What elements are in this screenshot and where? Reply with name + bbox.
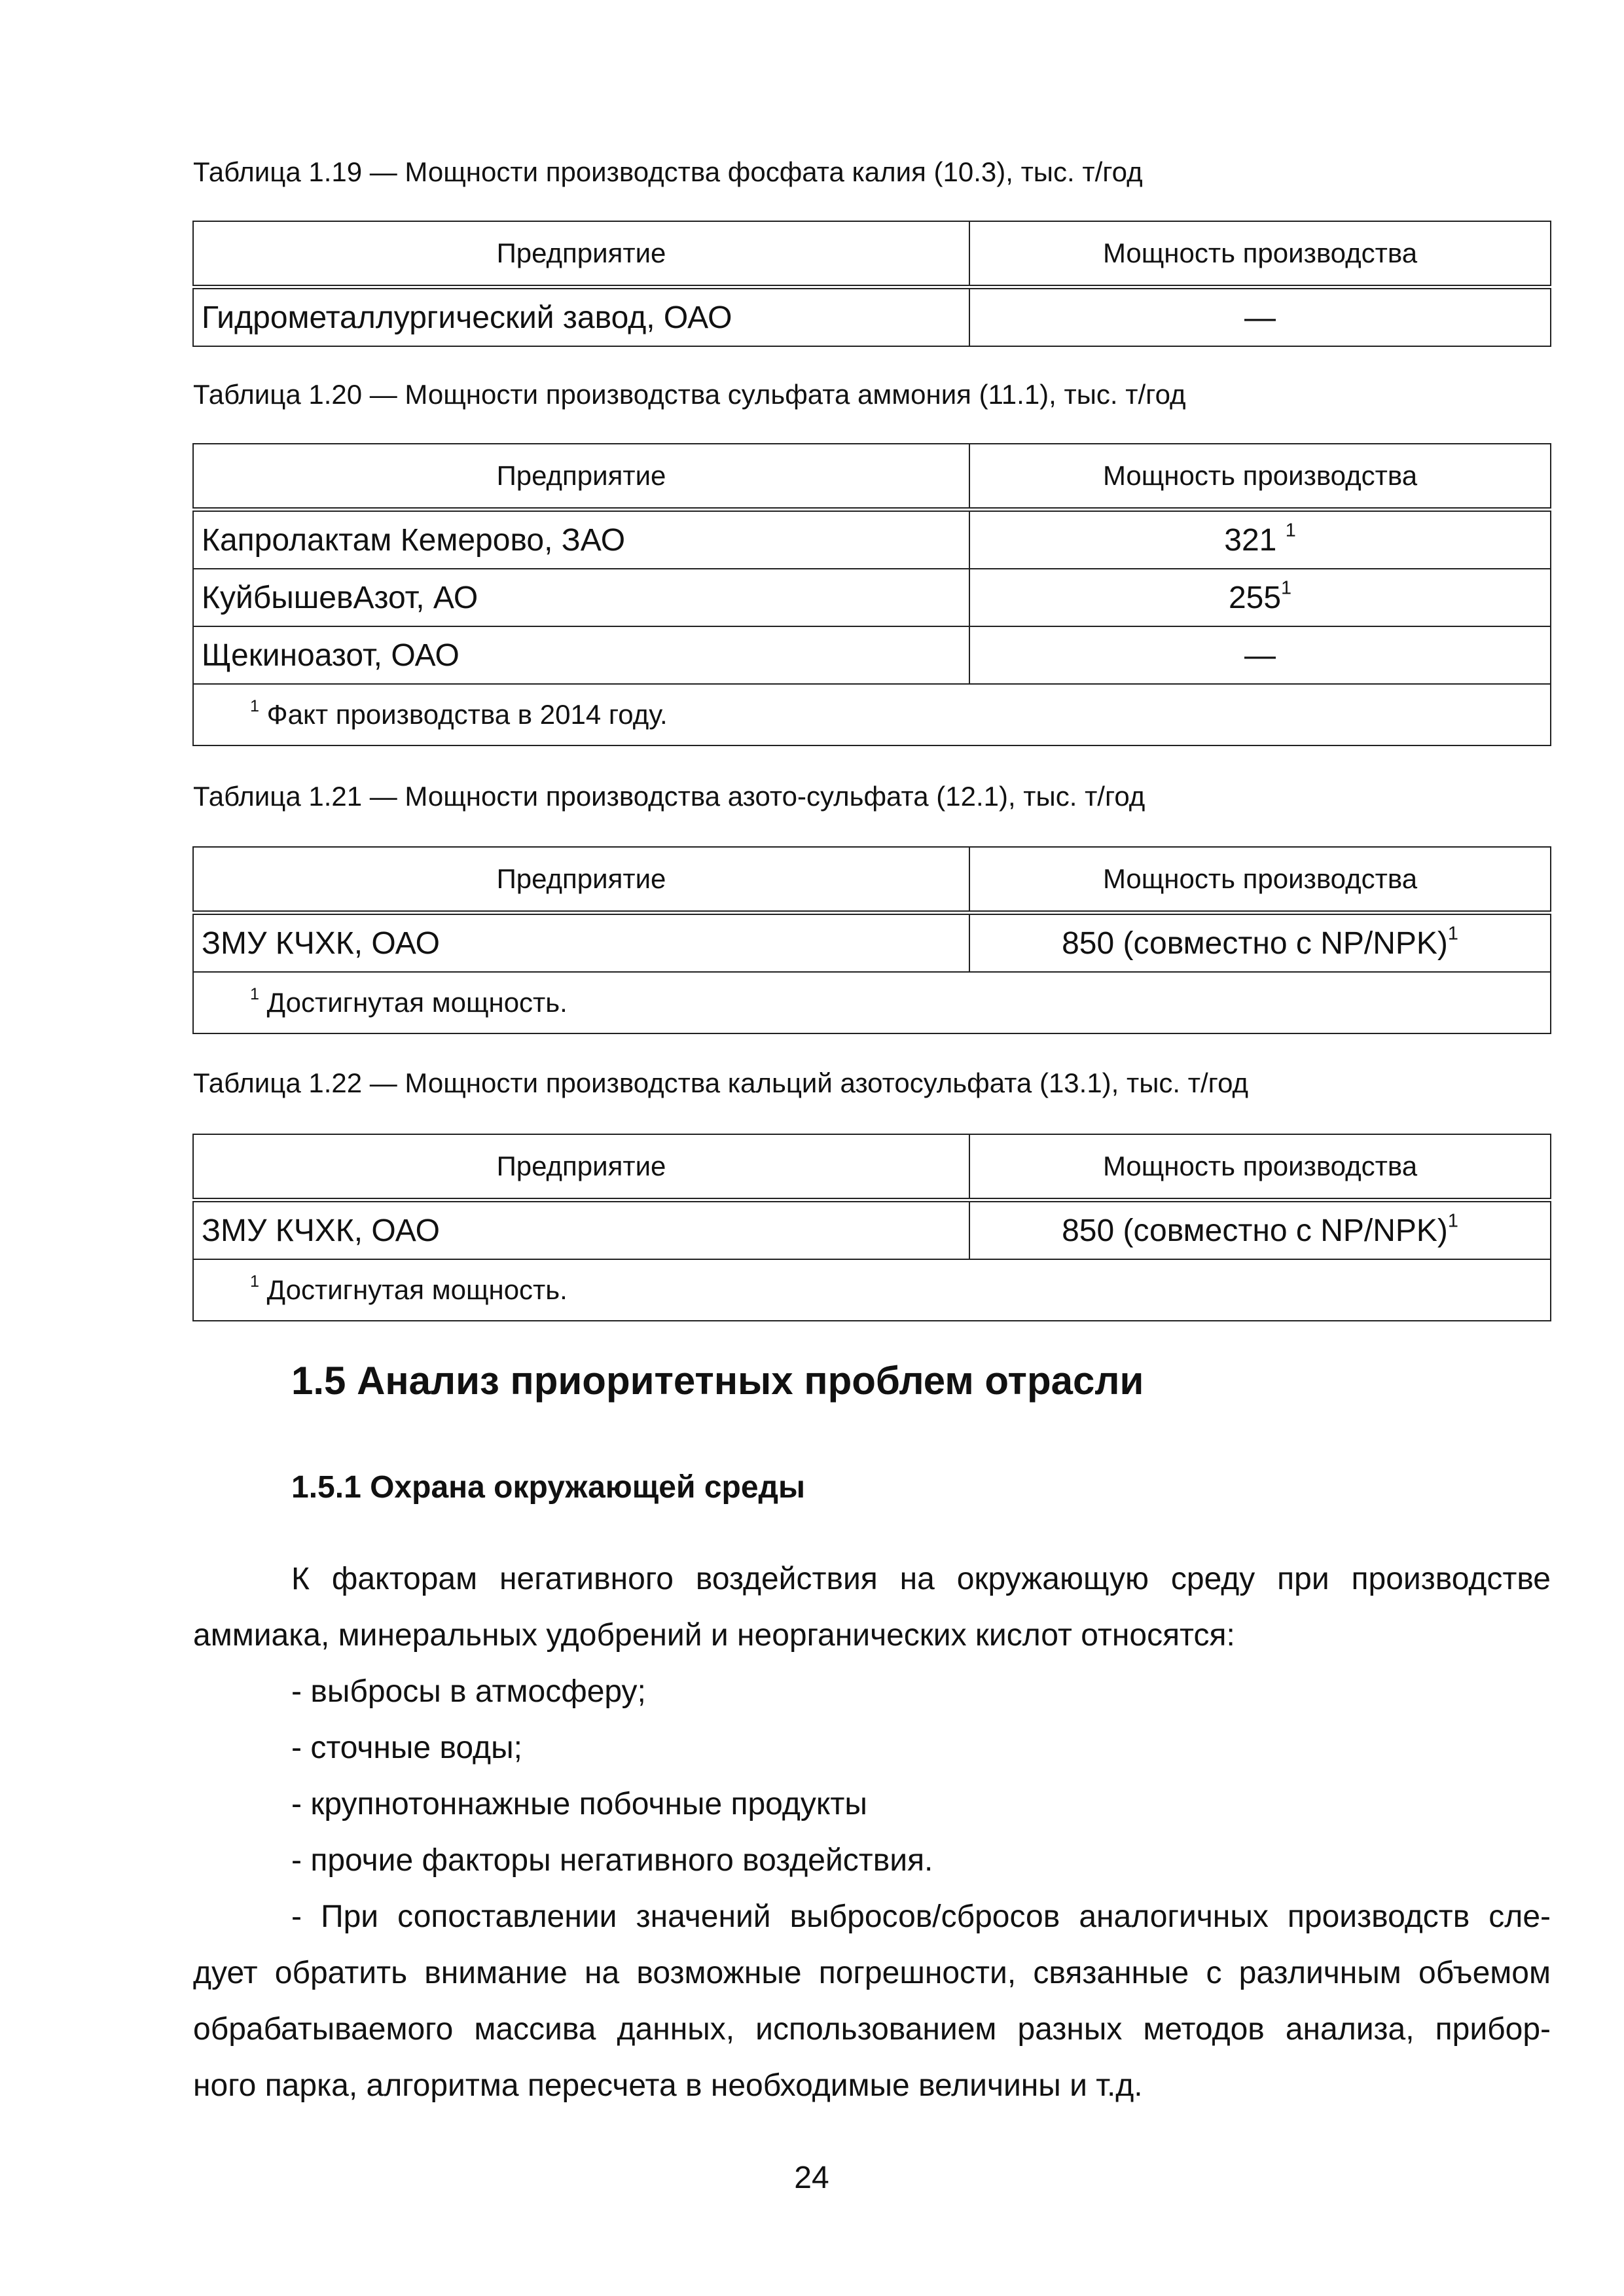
table-row (193, 287, 1551, 347)
table-footnote (193, 972, 1551, 1033)
table-caption: Таблица 1.21 — Мощности производства азото-сульфата (12.1), тыс. т/год (193, 781, 1146, 812)
footnote-text: Факт производства в 2014 году. (259, 699, 668, 730)
table-header-row (193, 847, 1551, 913)
header-enterprise: Предприятие (193, 221, 969, 287)
header-enterprise: Предприятие (193, 1134, 969, 1200)
table-caption: Таблица 1.22 — Мощности производства кальций азотосульфата (13.1), тыс. т/год (193, 1067, 1249, 1098)
footnote-marker: 1 (1447, 1210, 1458, 1231)
enterprise-cell: ЗМУ КЧХК, ОАО (193, 1200, 969, 1260)
list-item: - выбросы в атмосферу; (291, 1674, 646, 1709)
table-row (193, 510, 1551, 569)
footnote-marker: 1 (1285, 519, 1296, 541)
header-capacity: Мощность производства (969, 847, 1551, 913)
table-caption: Таблица 1.20 — Мощности производства сульфата аммония (11.1), тыс. т/год (193, 379, 1186, 410)
footnote-marker: 1 (250, 985, 260, 1004)
table-note-row (193, 1259, 1551, 1321)
subsection-heading: 1.5.1 Охрана окружающей среды (291, 1470, 805, 1505)
intro-paragraph-line-2: аммиака, минеральных удобрений и неорганических кислот относятся: (193, 1618, 1235, 1653)
paragraph-line: ного парка, алгоритма пересчета в необходимые величины и т.д. (193, 2068, 1143, 2103)
capacity-cell (969, 1200, 1551, 1260)
table-footnote (193, 684, 1551, 745)
table-header-row (193, 444, 1551, 510)
capacity-cell (969, 287, 1551, 347)
table-1-19 (192, 221, 1551, 347)
table-note-row (193, 972, 1551, 1033)
table-1-22 (192, 1134, 1551, 1321)
table-row (193, 913, 1551, 973)
footnote-marker: 1 (1447, 922, 1458, 944)
footnote-marker: 1 (250, 697, 260, 716)
section-heading: 1.5 Анализ приоритетных проблем отрасли (291, 1359, 1144, 1403)
table-1-20 (192, 443, 1551, 746)
table-note-row (193, 684, 1551, 745)
footnote-text: Достигнутая мощность. (259, 1274, 568, 1305)
list-item: - крупнотоннажные побочные продукты (291, 1787, 867, 1821)
footnote-marker: 1 (250, 1272, 260, 1291)
header-enterprise: Предприятие (193, 444, 969, 510)
table-caption: Таблица 1.19 — Мощности производства фосфата калия (10.3), тыс. т/год (193, 156, 1143, 187)
capacity-value: 321 (1224, 522, 1286, 558)
paragraph-line: обрабатываемого массива данных, использованием разных методов анализа, прибор- (193, 2012, 1551, 2047)
capacity-value: — (1244, 300, 1276, 335)
enterprise-cell: Щекиноазот, ОАО (193, 626, 969, 684)
capacity-cell (969, 510, 1551, 569)
capacity-value: 850 (совместно с NP/NPK) (1062, 1213, 1448, 1248)
header-capacity: Мощность производства (969, 1134, 1551, 1200)
table-header-row (193, 1134, 1551, 1200)
capacity-value: 255 (1228, 580, 1282, 615)
capacity-cell (969, 626, 1551, 684)
page-number: 24 (794, 2161, 829, 2195)
enterprise-cell: Капролактам Кемерово, ЗАО (193, 510, 969, 569)
capacity-value: 850 (совместно с NP/NPK) (1062, 925, 1448, 961)
table-row (193, 1200, 1551, 1260)
header-capacity: Мощность производства (969, 444, 1551, 510)
enterprise-cell: КуйбышевАзот, АО (193, 569, 969, 626)
header-capacity: Мощность производства (969, 221, 1551, 287)
capacity-value: — (1244, 637, 1276, 673)
header-enterprise: Предприятие (193, 847, 969, 913)
list-item: - сточные воды; (291, 1731, 522, 1765)
enterprise-cell: ЗМУ КЧХК, ОАО (193, 913, 969, 973)
intro-paragraph-line-1: К факторам негативного воздействия на окружающую среду при производстве (291, 1562, 1551, 1596)
capacity-cell (969, 913, 1551, 973)
table-row (193, 569, 1551, 626)
table-1-21 (192, 846, 1551, 1034)
footnote-text: Достигнутая мощность. (259, 987, 568, 1018)
list-item: - прочие факторы негативного воздействия. (291, 1843, 933, 1878)
footnote-marker: 1 (1281, 577, 1292, 598)
table-row (193, 626, 1551, 684)
enterprise-cell: Гидрометаллургический завод, ОАО (193, 287, 969, 347)
paragraph-line: - При сопоставлении значений выбросов/сбросов аналогичных производств сле- (291, 1899, 1551, 1934)
table-header-row (193, 221, 1551, 287)
table-footnote (193, 1259, 1551, 1321)
paragraph-line: дует обратить внимание на возможные погрешности, связанные с различным объемом (193, 1956, 1551, 1990)
capacity-cell (969, 569, 1551, 626)
